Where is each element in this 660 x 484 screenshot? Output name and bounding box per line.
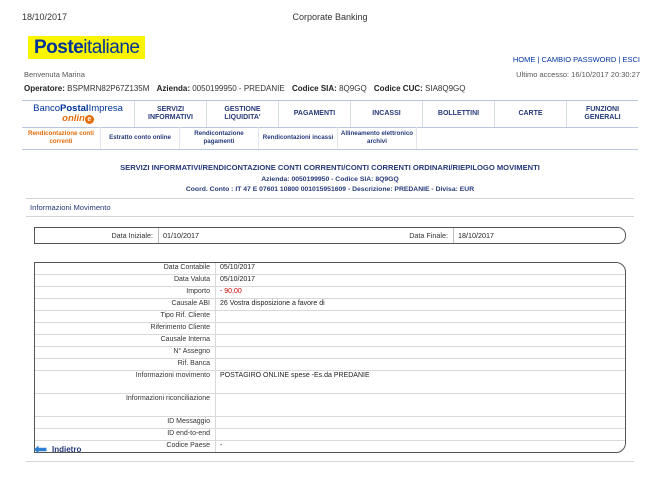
link-separator-2: |	[616, 55, 623, 64]
brand-banco: Banco	[33, 102, 61, 114]
back-button-label: Indietro	[52, 445, 82, 454]
page-subtitle-conto: Coord. Conto : IT 47 E 07601 10800 001015951609 - Descrizione: PREDANIE - Divisa: EUR	[185, 186, 475, 193]
arrow-left-icon	[34, 445, 47, 454]
table-row	[35, 417, 625, 429]
row-label: Riferimento Cliente	[150, 324, 210, 331]
logo-poste-text: Poste	[34, 37, 84, 58]
table-row	[35, 429, 625, 441]
row-value	[215, 359, 625, 370]
divider-section	[26, 216, 634, 217]
operator-label: Operatore:	[24, 84, 65, 93]
row-label: Data Contabile	[163, 264, 210, 271]
date-initial-label: Data Iniziale:	[111, 231, 153, 240]
row-label: Tipo Rif. Cliente	[160, 312, 210, 319]
subnav-item-rendicontazioni-incassi[interactable]: Rendicontazioni incassi	[259, 127, 338, 149]
row-label: N° Assegno	[173, 348, 210, 355]
row-value	[215, 347, 625, 358]
table-row	[35, 323, 625, 335]
row-value	[215, 417, 625, 428]
row-value	[215, 429, 625, 440]
row-label: Informazioni movimento	[135, 372, 210, 379]
table-row	[35, 311, 625, 323]
section-title-informazioni-movimento: Informazioni Movimento	[30, 203, 111, 212]
row-label: Informazioni riconciliazione	[125, 395, 210, 402]
table-row	[35, 347, 625, 359]
codice-cuc-label: Codice CUC:	[373, 84, 423, 93]
row-value	[215, 311, 625, 322]
poste-italiane-logo	[28, 36, 145, 59]
operator-value: BSPMRN82P67Z135M	[67, 84, 150, 93]
row-value: POSTAGIRO ONLINE spese -Es.da PREDANIE	[215, 371, 625, 393]
page-subtitle-azienda: Azienda: 0050199950 - Codice SIA: 8Q9GQ	[261, 176, 399, 183]
main-navigation	[22, 100, 638, 128]
subnav-item-allineamento-elettronico-archivi[interactable]: Allineamento elettronico archivi	[338, 127, 417, 149]
row-value	[215, 394, 625, 416]
row-label: ID end-to-end	[167, 430, 210, 437]
date-final-cell	[330, 228, 625, 243]
subnav-item-estratto-conto-online[interactable]: Estratto conto online	[101, 127, 180, 149]
brand-impresa: Impresa	[88, 102, 123, 114]
table-row	[35, 335, 625, 347]
subnav-item-rendicontazione-conti-correnti[interactable]: Rendicontazione conti correnti	[22, 127, 101, 149]
table-row	[35, 275, 625, 287]
row-value	[215, 323, 625, 334]
sub-navigation	[22, 127, 638, 150]
nav-item-bollettini[interactable]: BOLLETTINI	[423, 101, 495, 127]
codice-sia-value: 8Q9GQ	[339, 84, 367, 93]
date-final-label: Data Finale:	[409, 231, 448, 240]
table-row	[35, 287, 625, 299]
codice-sia-label: Codice SIA:	[291, 84, 337, 93]
row-label: Causale ABI	[171, 300, 210, 307]
azienda-value: 0050199950 - PREDANIE	[192, 84, 285, 93]
app-title: Corporate Banking	[292, 12, 368, 22]
brand-online-e: e	[85, 115, 94, 124]
bancopostaimpresa-brand	[22, 101, 135, 127]
row-value: 26 Vostra disposizione a favore di	[215, 299, 625, 310]
link-exit[interactable]: ESCI	[622, 55, 640, 64]
row-label: Data Valuta	[173, 276, 210, 283]
nav-item-gestione-liquidita[interactable]: GESTIONE LIQUIDITA'	[207, 101, 279, 127]
nav-item-servizi-informativi[interactable]: SERVIZI INFORMATIVI	[135, 101, 207, 127]
divider-top	[26, 198, 634, 199]
back-button[interactable]	[34, 441, 626, 458]
date-range-panel	[34, 227, 626, 244]
top-links	[513, 55, 640, 64]
row-value-importo: - 90,00	[215, 287, 625, 298]
page-title: SERVIZI INFORMATIVI/RENDICONTAZIONE CONTI CORRENTI/CONTI CORRENTI ORDINARI/RIEPILOGO MOVIMENTI	[120, 163, 540, 172]
table-row	[35, 263, 625, 275]
date-final-value: 18/10/2017	[453, 228, 625, 243]
nav-item-pagamenti[interactable]: PAGAMENTI	[279, 101, 351, 127]
row-value	[215, 335, 625, 346]
last-access-text: Ultimo accesso: 16/10/2017 20:30:27	[516, 70, 640, 79]
link-change-password[interactable]: CAMBIO PASSWORD	[541, 55, 617, 64]
brand-online: onlin	[62, 113, 85, 124]
row-value: -	[215, 441, 625, 452]
nav-item-carte[interactable]: CARTE	[495, 101, 567, 127]
row-value: 05/10/2017	[215, 263, 625, 274]
table-row	[35, 359, 625, 371]
brand-postal: Postal	[60, 102, 89, 114]
logo-italiane-text: italiane	[83, 37, 140, 58]
topbar	[0, 12, 660, 26]
date-initial-cell	[35, 228, 330, 243]
subnav-item-rendicontazione-pagamenti[interactable]: Rendicontazione pagamenti	[180, 127, 259, 149]
operator-info-line	[24, 84, 471, 93]
table-row	[35, 371, 625, 394]
azienda-label: Azienda:	[156, 84, 190, 93]
codice-cuc-value: SIA8Q9GQ	[425, 84, 466, 93]
link-home[interactable]: HOME	[512, 55, 536, 64]
movement-detail-table	[34, 262, 626, 453]
row-label: Codice Paese	[166, 442, 210, 449]
link-separator-1: |	[535, 55, 542, 64]
table-row	[35, 299, 625, 311]
welcome-text: Benvenuta Marina	[24, 70, 85, 79]
divider-bottom	[26, 461, 634, 462]
table-row	[35, 394, 625, 417]
nav-item-incassi[interactable]: INCASSI	[351, 101, 423, 127]
row-label: Causale Interna	[160, 336, 210, 343]
row-label: ID Messaggio	[167, 418, 210, 425]
nav-item-funzioni-generali[interactable]: FUNZIONI GENERALI	[584, 105, 621, 121]
date-initial-value: 01/10/2017	[158, 228, 330, 243]
row-label: Rif. Banca	[177, 360, 210, 367]
row-label: Importo	[186, 288, 210, 295]
browser-date: 18/10/2017	[22, 12, 68, 22]
row-value: 05/10/2017	[215, 275, 625, 286]
